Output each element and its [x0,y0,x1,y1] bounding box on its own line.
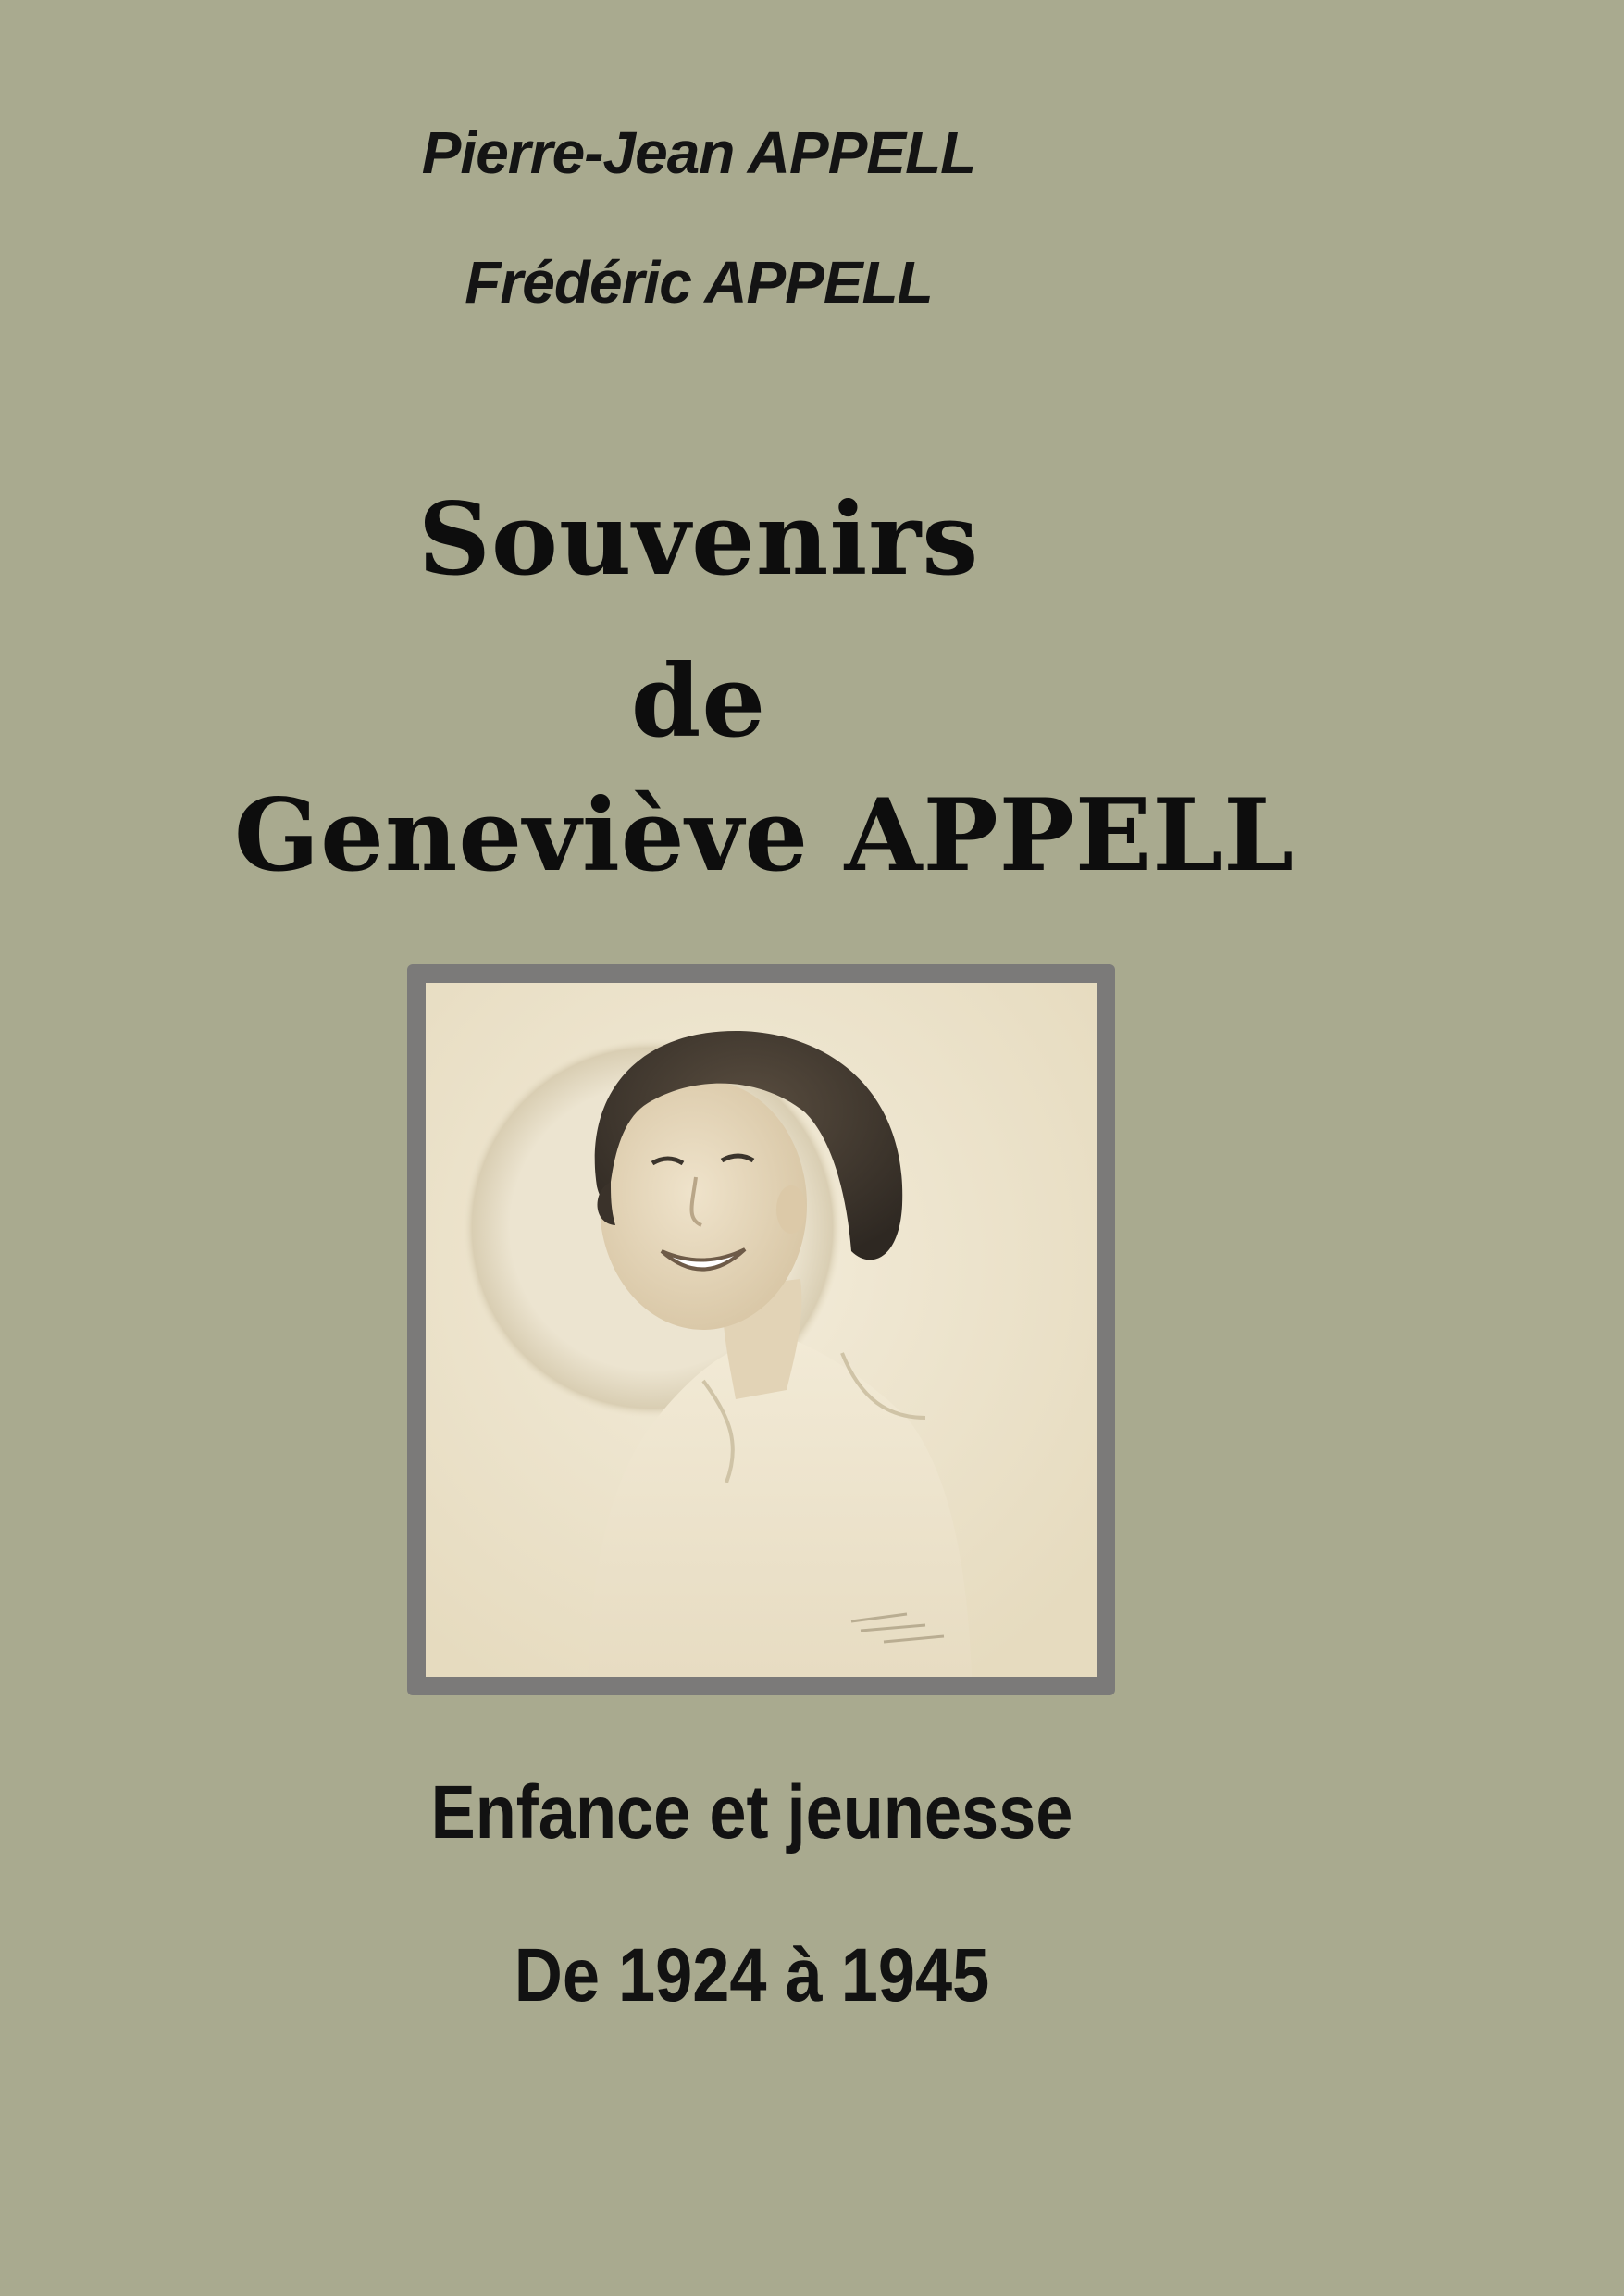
author-name-1: Pierre-Jean APPELL [421,119,976,186]
author-name-2: Frédéric APPELL [465,249,933,316]
title-line-1: Souvenirs [417,481,980,598]
portrait-illustration [426,983,1097,1677]
title-line-2: de [630,643,767,760]
period: De 1924 à 1945 [514,1933,990,2017]
portrait-photo [426,983,1097,1677]
subtitle: Enfance et jeunesse [430,1770,1073,1855]
title-line-3: Geneviève APPELL [233,777,1295,894]
photo-frame [407,964,1115,1695]
